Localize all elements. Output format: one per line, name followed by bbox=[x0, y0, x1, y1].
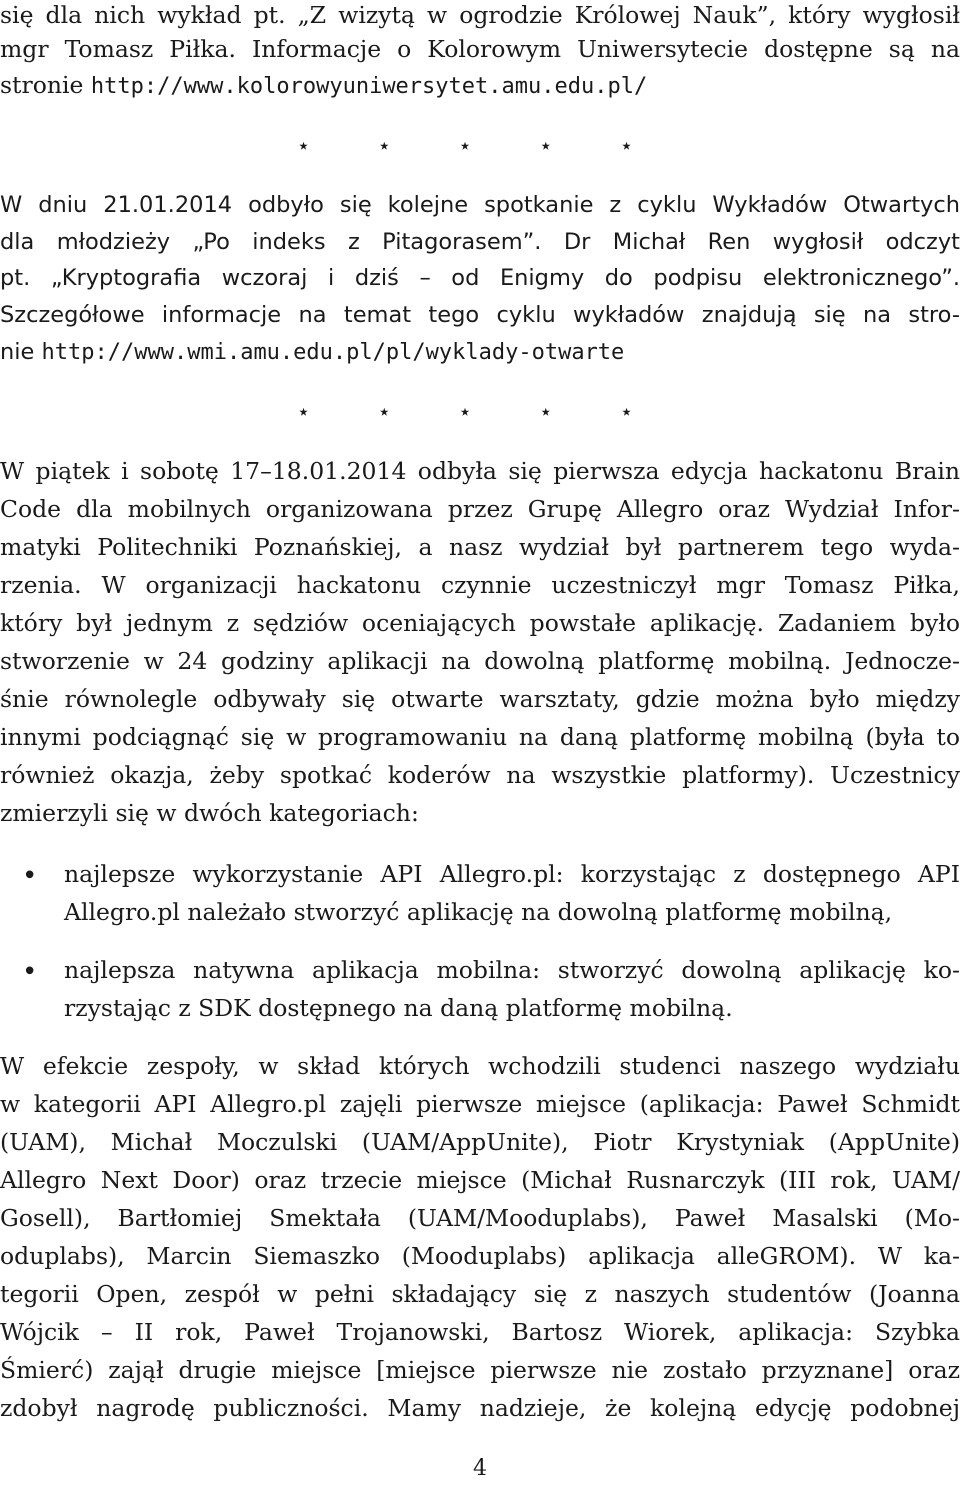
results-line-7: tegorii Open, zespół w pełni składający się z naszych studentów (Joanna bbox=[0, 1280, 960, 1308]
results-line-6: oduplabs), Marcin Siemaszko (Mooduplabs) aplikacja alleGROM). W ka- bbox=[0, 1242, 960, 1270]
results-line-1: W efekcie zespoły, w skład których wchodzili studenci naszego wydziału bbox=[0, 1052, 960, 1080]
results-line-2: w kategorii API Allegro.pl zajęli pierwsze miejsce (aplikacja: Paweł Schmidt bbox=[0, 1090, 960, 1118]
hackathon-line-10: zmierzyli się w dwóch kategoriach: bbox=[0, 799, 419, 827]
lectures-line-5-text: nie bbox=[0, 339, 42, 365]
lectures-line-4: Szczegółowe informacje na temat tego cyklu wykładów znajdują się na stro- bbox=[0, 302, 960, 328]
results-line-5: Gosell), Bartłomiej Smektała (UAM/Mooduplabs), Paweł Masalski (Mo- bbox=[0, 1204, 960, 1232]
hackathon-line-1: W piątek i sobotę 17–18.01.2014 odbyła się pierwsza edycja hackatonu Brain bbox=[0, 457, 960, 485]
intro-line-2: mgr Tomasz Piłka. Informacje o Kolorowym Uniwersytecie dostępne są na bbox=[0, 35, 960, 63]
hackathon-line-2: Code dla mobilnych organizowana przez Grupę Allegro oraz Wydział Infor- bbox=[0, 495, 960, 523]
lectures-line-5 bbox=[0, 333, 960, 371]
hackathon-line-4: rzenia. W organizacji hackatonu czynnie uczestniczył mgr Tomasz Piłka, bbox=[0, 571, 960, 599]
results-line-3: (UAM), Michał Moczulski (UAM/AppUnite), Piotr Krystyniak (AppUnite) bbox=[0, 1128, 960, 1156]
lectures-line-3: pt. „Kryptografia wczoraj i dziś – od Enigmy do podpisu elektronicznego”. bbox=[0, 265, 960, 291]
hackathon-line-7: śnie równolegle odbywały się otwarte warsztaty, gdzie można było między bbox=[0, 685, 960, 713]
hackathon-line-5: który był jednym z sędziów oceniających powstałe aplikację. Zadaniem było bbox=[0, 609, 960, 637]
hackathon-line-8: innymi podciągnąć się w programowaniu na daną platformę mobilną (była to bbox=[0, 723, 960, 751]
results-line-4: Allegro Next Door) oraz trzecie miejsce (Michał Rusnarczyk (III rok, UAM/ bbox=[0, 1166, 960, 1194]
kolorowy-uniwersytet-link[interactable]: http://www.kolorowyuniwersytet.amu.edu.pl/ bbox=[90, 74, 648, 99]
lectures-line-1: W dniu 21.01.2014 odbyło się kolejne spotkanie z cyklu Wykładów Otwartych bbox=[0, 192, 960, 218]
intro-line-3-text: stronie bbox=[0, 71, 91, 99]
category-1-line-1: najlepsze wykorzystanie API Allegro.pl: korzystając z dostępnego API bbox=[64, 860, 960, 888]
hackathon-line-9: również okazja, żeby spotkać koderów na wszystkie platformy). Uczestnicy bbox=[0, 761, 960, 789]
category-2-line-2: rzystając z SDK dostępnego na daną platformę mobilną. bbox=[64, 994, 733, 1022]
bullet-icon: • bbox=[22, 957, 38, 987]
section-separator: ⋆ ⋆ ⋆ ⋆ ⋆ bbox=[296, 400, 664, 425]
category-2-line-1: najlepsza natywna aplikacja mobilna: stworzyć dowolną aplikację ko- bbox=[64, 956, 960, 984]
page-number: 4 bbox=[473, 1456, 487, 1481]
results-line-8: Wójcik – II rok, Paweł Trojanowski, Bartosz Wiorek, aplikacja: Szybka bbox=[0, 1318, 960, 1346]
results-line-9: Śmierć) zajął drugie miejsce [miejsce pierwsze nie zostało przyznane] oraz bbox=[0, 1356, 960, 1384]
category-1-line-2: Allegro.pl należało stworzyć aplikację na dowolną platformę mobilną, bbox=[64, 898, 893, 926]
hackathon-line-6: stworzenie w 24 godziny aplikacji na dowolną platformę mobilną. Jednocze- bbox=[0, 647, 960, 675]
bullet-icon: • bbox=[22, 861, 38, 891]
intro-line-3 bbox=[0, 66, 960, 104]
hackathon-line-3: matyki Politechniki Poznańskiej, a nasz wydział był partnerem tego wyda- bbox=[0, 533, 960, 561]
section-separator: ⋆ ⋆ ⋆ ⋆ ⋆ bbox=[296, 134, 664, 159]
intro-line-1: się dla nich wykład pt. „Z wizytą w ogrodzie Królowej Nauk”, który wygłosił bbox=[0, 1, 960, 29]
results-line-10: zdobył nagrodę publiczności. Mamy nadzieje, że kolejną edycję podobnej bbox=[0, 1394, 960, 1422]
lectures-line-2: dla młodzieży „Po indeks z Pitagorasem”. Dr Michał Ren wygłosił odczyt bbox=[0, 229, 960, 255]
wyklady-otwarte-link[interactable]: http://www.wmi.amu.edu.pl/pl/wyklady-otwarte bbox=[41, 340, 625, 365]
